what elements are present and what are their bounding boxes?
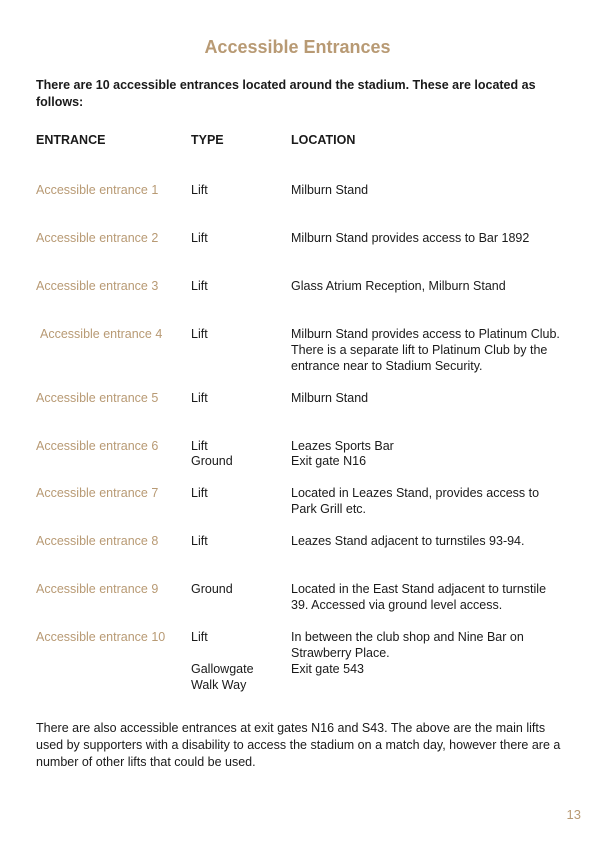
intro-text: There are 10 accessible entrances located around the stadium. These are located as follows:	[36, 78, 536, 109]
header-entrance: ENTRANCE	[36, 133, 106, 147]
page-number: 13	[566, 807, 581, 822]
entrance-location: Leazes Sports Bar	[291, 439, 394, 453]
entrance-location: Milburn Stand	[291, 183, 369, 197]
entrance-location: Glass Atrium Reception, Milburn Stand	[291, 279, 506, 293]
header-location: LOCATION	[291, 133, 356, 147]
entrance-type: Lift	[191, 183, 208, 197]
entrance-name: Accessible entrance 4	[40, 327, 163, 341]
entrance-location: Exit gate 543	[291, 662, 364, 676]
entrance-type: Lift	[191, 231, 208, 245]
entrance-name: Accessible entrance 2	[36, 231, 159, 245]
entrance-type: Gallowgate Walk Way	[191, 662, 254, 692]
entrance-name: Accessible entrance 6	[36, 439, 159, 453]
entrance-name: Accessible entrance 9	[36, 582, 159, 596]
entrance-location: In between the club shop and Nine Bar on Strawberry Place.	[291, 630, 524, 660]
entrance-type: Lift	[191, 534, 208, 548]
entrance-type: Lift	[191, 486, 208, 500]
entrance-location: Milburn Stand provides access to Bar 1892	[291, 231, 530, 245]
entrance-type: Lift	[191, 439, 208, 453]
entrance-location: Milburn Stand provides access to Platinum Club. There is a separate lift to Platinum Club by the entrance near to Stadium Security.	[291, 327, 560, 373]
closing-paragraph: There are also accessible entrances at exit gates N16 and S43. The above are the main lifts used by supporters with a disability to access the stadium on a match day, however there are a number of other lifts that could be used.	[36, 721, 561, 769]
entrance-location: Exit gate N16	[291, 454, 367, 468]
entrance-location: Located in Leazes Stand, provides access to Park Grill etc.	[291, 486, 540, 516]
entrance-name: Accessible entrance 3	[36, 279, 159, 293]
entrance-type: Ground	[191, 582, 233, 596]
entrance-location: Milburn Stand	[291, 391, 369, 405]
entrance-location: Leazes Stand adjacent to turnstiles 93-94.	[291, 534, 525, 548]
page-title: Accessible Entrances	[204, 37, 391, 57]
entrance-type: Ground	[191, 454, 233, 468]
entrance-location: Located in the East Stand adjacent to turnstile 39. Accessed via ground level access.	[291, 582, 547, 612]
entrance-name: Accessible entrance 1	[36, 183, 159, 197]
entrance-name: Accessible entrance 7	[36, 486, 159, 500]
entrance-type: Lift	[191, 630, 208, 644]
entrance-name: Accessible entrance 10	[36, 630, 166, 644]
header-type: TYPE	[191, 133, 224, 147]
entrance-type: Lift	[191, 391, 208, 405]
entrance-type: Lift	[191, 327, 208, 341]
entrance-name: Accessible entrance 8	[36, 534, 159, 548]
entrance-name: Accessible entrance 5	[36, 391, 159, 405]
entrance-type: Lift	[191, 279, 208, 293]
